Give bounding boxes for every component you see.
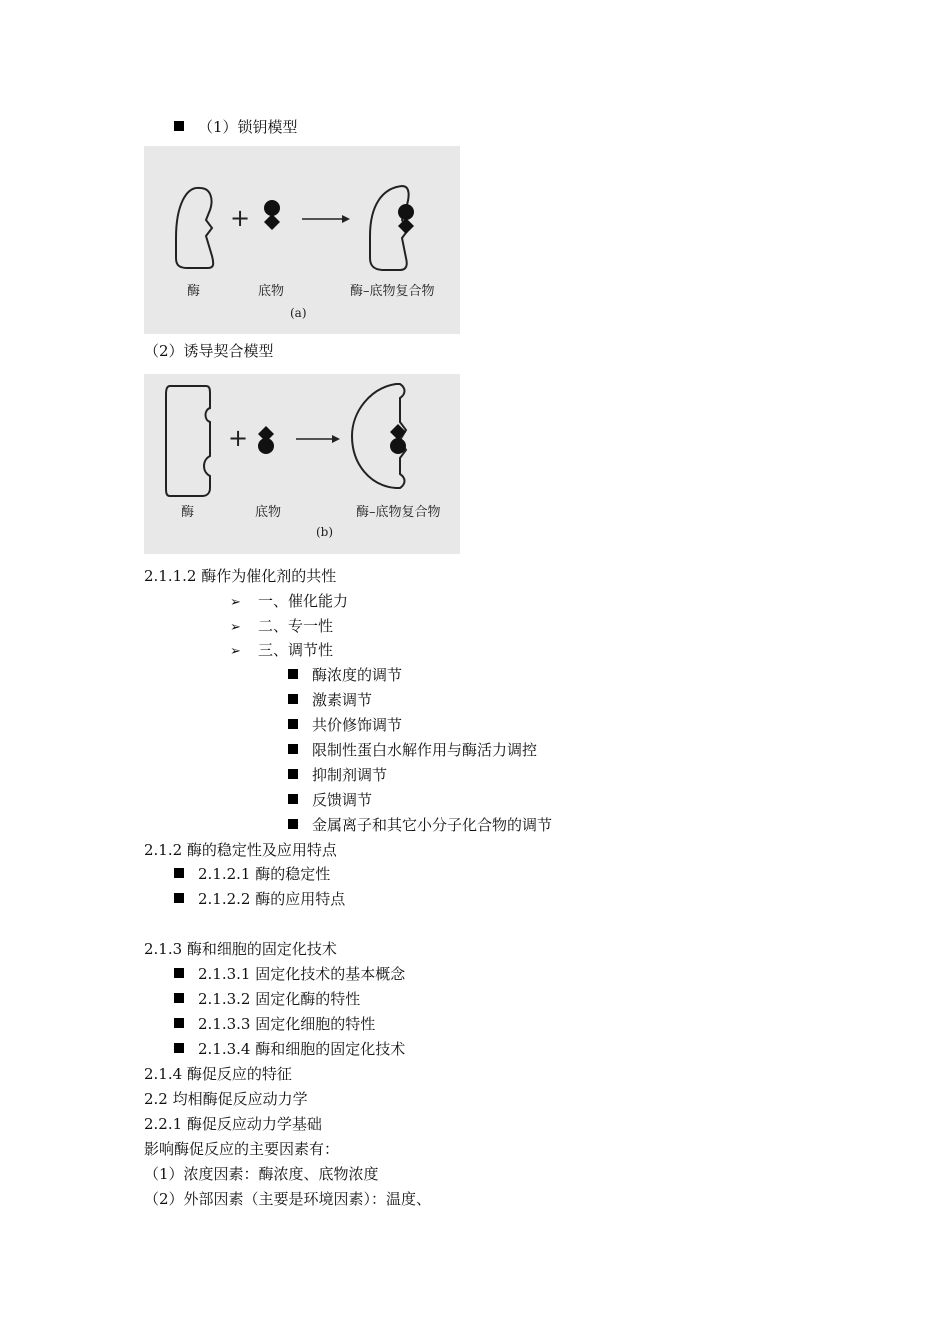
list-item: 金属离子和其它小分子化合物的调节 xyxy=(288,814,552,836)
square-bullet-icon xyxy=(174,868,184,878)
section-213-title: 2.1.3 酶和细胞的固定化技术 xyxy=(144,940,337,958)
square-bullet-icon xyxy=(174,1043,184,1053)
lock-key-heading-line xyxy=(174,116,298,138)
arrow-icon xyxy=(296,435,340,443)
induced-fit-heading: （2）诱导契合模型 xyxy=(144,342,274,360)
substrate-shape-icon xyxy=(258,426,274,454)
list-item: 酶浓度的调节 xyxy=(288,664,402,686)
body-paragraph: （1）浓度因素：酶浓度、底物浓度 xyxy=(144,1165,379,1183)
section-214-title: 2.1.4 酶促反应的特征 xyxy=(144,1065,292,1083)
arrow-bullet-icon: ➢ xyxy=(230,595,241,610)
figure-caption: (b) xyxy=(316,525,334,539)
induced-fit-figure xyxy=(144,374,460,554)
square-bullet-icon xyxy=(288,794,298,804)
list-item: 限制性蛋白水解作用与酶活力调控 xyxy=(288,739,537,761)
list-item: 激素调节 xyxy=(288,689,372,711)
enzyme-label: 酶 xyxy=(187,284,201,299)
section-22-title: 2.2 均相酶促反应动力学 xyxy=(144,1090,308,1108)
arrow-bullet-icon: ➢ xyxy=(230,644,241,659)
list-item: ➢ 一、催化能力 xyxy=(230,590,348,614)
square-bullet-icon xyxy=(288,694,298,704)
lock-key-figure xyxy=(144,146,460,334)
square-bullet-icon xyxy=(174,893,184,903)
square-bullet-icon xyxy=(174,1018,184,1028)
list-item: 反馈调节 xyxy=(288,789,372,811)
induced-fit-diagram xyxy=(144,374,460,554)
bound-substrate-icon xyxy=(398,204,414,234)
enzyme-label: 酶 xyxy=(181,505,195,520)
list-item: 2.1.2.2 酶的应用特点 xyxy=(174,888,345,910)
list-item: 共价修饰调节 xyxy=(288,714,402,736)
body-paragraph: 影响酶促反应的主要因素有： xyxy=(144,1140,340,1158)
list-item: 2.1.2.1 酶的稳定性 xyxy=(174,863,330,885)
complex-label: 酶–底物复合物 xyxy=(350,284,435,299)
list-item: 2.1.3.4 酶和细胞的固定化技术 xyxy=(174,1038,405,1060)
square-bullet-icon xyxy=(288,744,298,754)
lock-key-heading: （1）锁钥模型 xyxy=(198,118,298,136)
list-item: 抑制剂调节 xyxy=(288,764,387,786)
square-bullet-icon xyxy=(174,121,184,131)
square-bullet-icon xyxy=(288,819,298,829)
list-item: 2.1.3.1 固定化技术的基本概念 xyxy=(174,963,405,985)
substrate-label: 底物 xyxy=(258,284,285,299)
square-bullet-icon xyxy=(174,968,184,978)
list-item: ➢ 三、调节性 xyxy=(230,639,333,663)
arrow-bullet-icon: ➢ xyxy=(230,620,241,635)
enzyme-shape-icon xyxy=(166,386,210,496)
section-2112-title: 2.1.1.2 酶作为催化剂的共性 xyxy=(144,567,337,585)
bound-substrate-icon xyxy=(390,424,406,454)
section-212-title: 2.1.2 酶的稳定性及应用特点 xyxy=(144,841,337,859)
square-bullet-icon xyxy=(288,719,298,729)
plus-sign: + xyxy=(228,424,249,452)
square-bullet-icon xyxy=(174,993,184,1003)
square-bullet-icon xyxy=(288,769,298,779)
section-221-title: 2.2.1 酶促反应动力学基础 xyxy=(144,1115,322,1133)
arrow-icon xyxy=(302,215,350,223)
enzyme-shape-icon xyxy=(176,188,213,268)
substrate-label: 底物 xyxy=(255,505,282,520)
body-paragraph: （2）外部因素（主要是环境因素）：温度、 xyxy=(144,1190,432,1208)
complex-label: 酶–底物复合物 xyxy=(356,505,441,520)
list-item: 2.1.3.3 固定化细胞的特性 xyxy=(174,1013,375,1035)
plus-sign: + xyxy=(230,204,251,232)
list-item: ➢ 二、专一性 xyxy=(230,615,333,639)
square-bullet-icon xyxy=(288,669,298,679)
substrate-shape-icon xyxy=(264,200,280,230)
figure-caption: (a) xyxy=(290,306,307,320)
list-item: 2.1.3.2 固定化酶的特性 xyxy=(174,988,360,1010)
